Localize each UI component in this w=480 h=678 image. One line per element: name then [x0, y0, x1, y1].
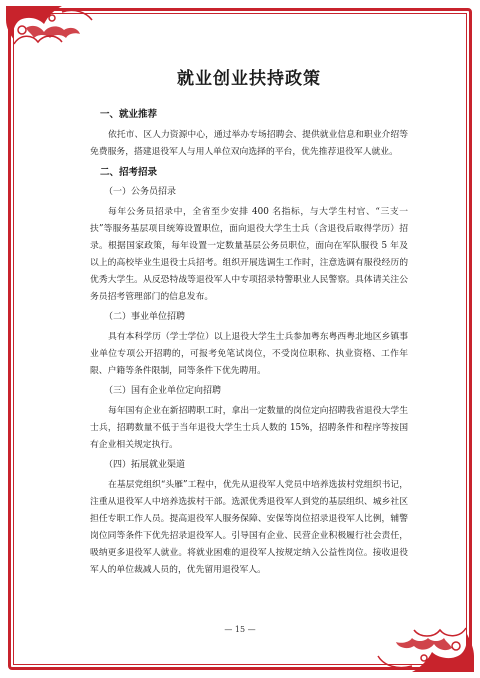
page-number: — 15 —	[224, 625, 256, 634]
decorative-cloud-corner-top-left	[4, 4, 114, 64]
paragraph-employment-channels: 在基层党组织“头雁”工程中，优先从退役军人党员中培养选拔村党组织书记，注重从退役军人中培养选拔村干部。选派优秀退役军人到党的基层组织、城乡社区担任专职工作人员。提高退役军人服务保障、安保等岗位招录退役军人比例，辅警岗位同等条件下优先招录退役军人。引导国有企业、民营企业积极履行社会责任，吸纳更多退役军人就业。将就业困难的退役军人按规定纳入公益性岗位。接收退役军人的单位裁减人员的，优先留用退役军人。	[90, 480, 408, 575]
decorative-cloud-corner-bottom-right	[356, 604, 476, 674]
section-heading-job-recommendation: 一、就业推荐	[100, 109, 158, 120]
paragraph-state-enterprise: 每年国有企业在新招聘职工时，拿出一定数量的岗位定向招聘我省退役大学生士兵，招聘数量不低于当年退役大学生士兵人数的 15%，招聘条件和程序等按国有企业相关规定执行。	[90, 406, 408, 450]
document-body	[90, 64, 408, 583]
subsection-heading-employment-channels: （四）拓展就业渠道	[104, 460, 186, 470]
paragraph-job-recommendation: 依托市、区人力资源中心，通过举办专场招聘会、提供就业信息和职业介绍等免费服务，搭建退役军人与用人单位双向选择的平台，优先推荐退役军人就业。	[90, 130, 408, 157]
subsection-heading-public-institution: （二）事业单位招聘	[104, 312, 186, 322]
subsection-heading-state-enterprise: （三）国有企业单位定向招聘	[104, 386, 222, 396]
page-title: 就业创业扶持政策	[177, 69, 321, 89]
subsection-heading-civil-servant: （一）公务员招录	[104, 187, 177, 197]
section-heading-recruitment: 二、招考招录	[100, 167, 158, 178]
paragraph-public-institution: 具有本科学历（学士学位）以上退役大学生士兵参加粤东粤西粤北地区乡镇事业单位专项公开招聘的，可报考免笔试岗位，不受岗位职称、执业资格、工作年限、户籍等条件限制，同等条件下优先聘用。	[90, 332, 408, 376]
paragraph-civil-servant: 每年公务员招录中，全省至少安排 400 名指标，与大学生村官、“三支一扶”等服务基层项目统筹设置职位，面向退役大学生士兵（含退役后取得学历）招录。根据国家政策，每年设置一定数量基层公务员职位，面向在军队服役 5 年及以上的高校毕业生退役士兵招考。组织开展选调生工作时，注意选调有服役经历的优秀大学生。从反恐特战等退役军人中专项招录特警职业人民警察。具体请关注公务员招考管理部门的信息发布。	[90, 207, 408, 302]
